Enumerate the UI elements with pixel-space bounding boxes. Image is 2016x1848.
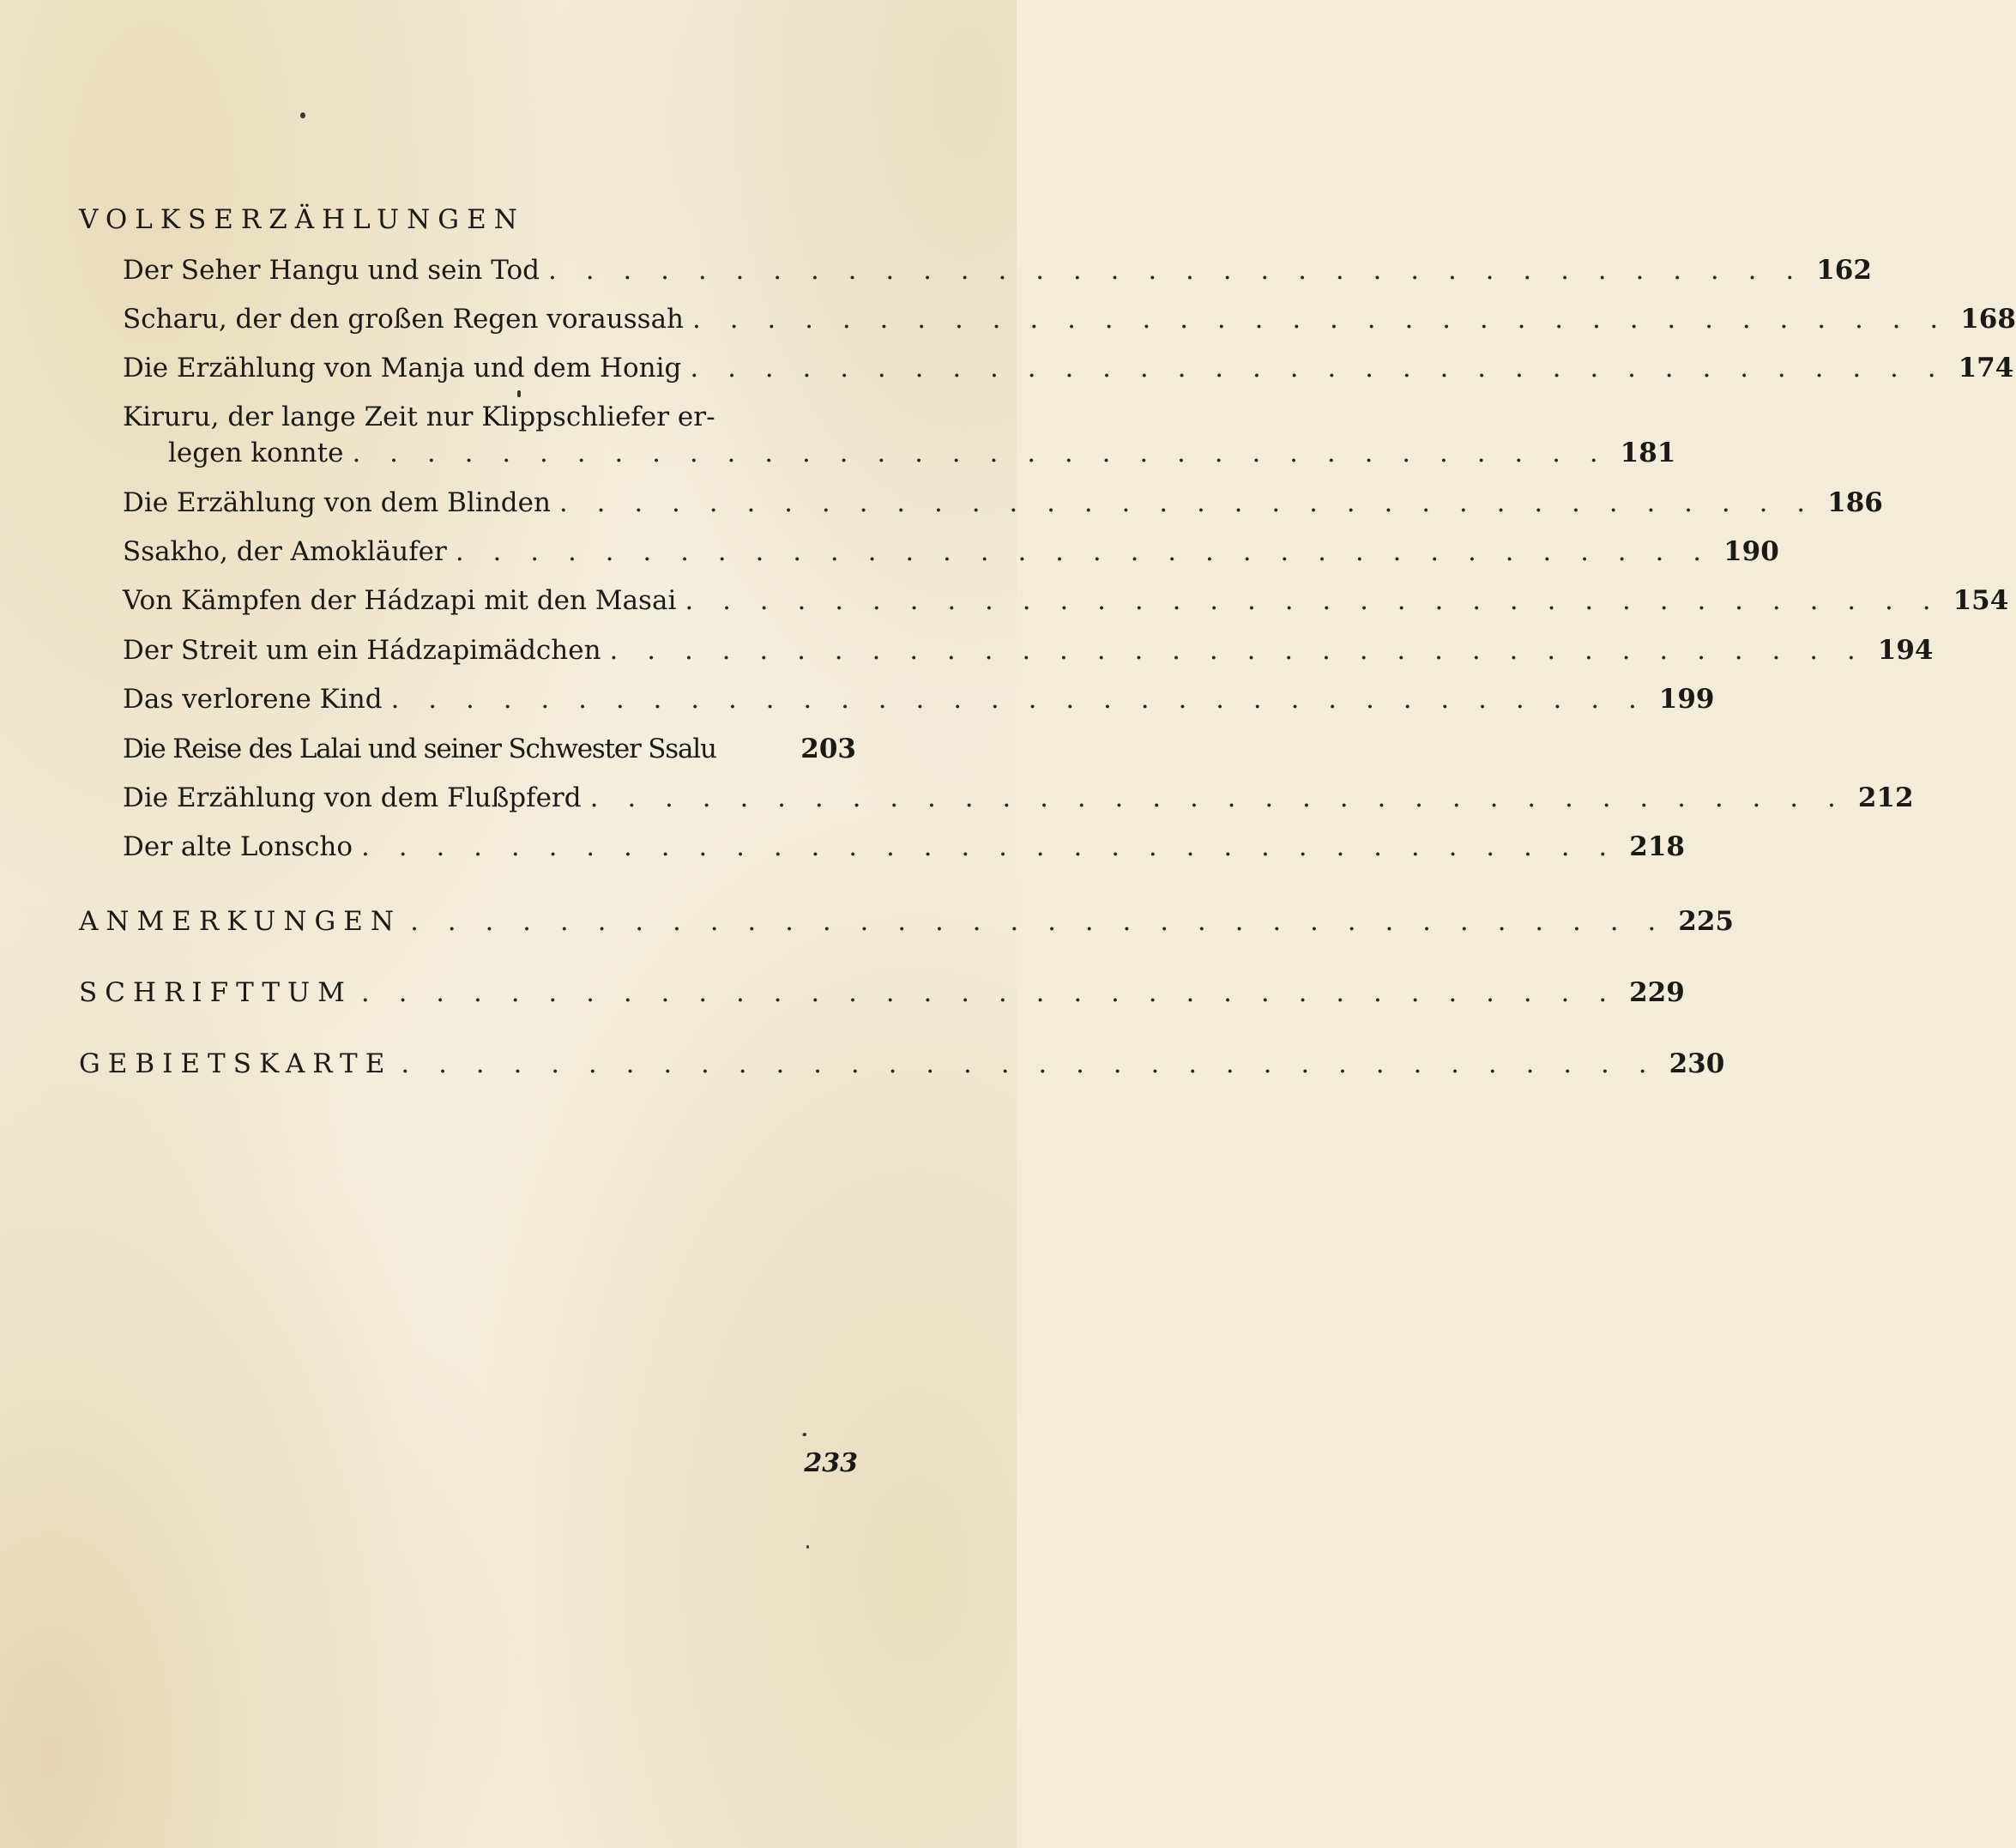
section-line-literature	[79, 977, 1685, 1008]
entry-title-continuation: legen konnte	[168, 438, 344, 468]
dot-leader: . . . . . . . . . . . . . . . . . . . . . . . . . . . . . . . . . .	[361, 831, 1618, 862]
entry-page-number: 203	[800, 734, 856, 764]
dot-leader: . . . . . . . . . . . . . . . . . . . . . . . . . . . . . . . . . .	[410, 906, 1667, 937]
entry-page-number: 162	[1816, 255, 1872, 286]
dot-leader: . . . . . . . . . . . . . . . . . . . . . . . . . . . . . . . . . .	[685, 585, 1941, 616]
dot-leader: . . . . . . . . . . . . . . . . . . . . . . . . . . . . . . . . . .	[558, 487, 1816, 518]
dot-leader: . . . . . . . . . . . . . . . . . . . . . . . . . . . . . . . . . .	[360, 977, 1618, 1008]
dot-leader: . . . . . . . . . . . . . . . . . . . . . . . . . . . . . . . . . .	[692, 304, 1949, 335]
section-page-number: 230	[1669, 1048, 1725, 1079]
entry-page-number: 181	[1620, 438, 1676, 468]
dot-leader: . . . . . . . . . . . . . . . . . . . . . . . . . . . . . . . . . .	[390, 684, 1647, 715]
toc-entry	[123, 353, 2014, 383]
toc-entry	[123, 255, 1872, 286]
toc-entry	[123, 536, 1779, 567]
entry-title: Der Seher Hangu und sein Tod	[123, 255, 540, 286]
entry-page-number: 186	[1827, 487, 1883, 518]
section-heading-literature: SCHRIFTTUM	[79, 977, 353, 1008]
dot-leader: . . . . . . . . . . . . . . . . . . . . . . . . . . . . . . . . . .	[690, 353, 1947, 383]
section-heading-map: GEBIETSKARTE	[79, 1048, 393, 1079]
entry-title: Die Reise des Lalai und seiner Schwester Ssalu	[123, 734, 716, 764]
section-heading-notes: ANMERKUNGEN	[79, 906, 402, 937]
section-heading-folk-tales: VOLKSERZÄHLUNGEN	[79, 204, 525, 235]
dot-leader: . . . . . . . . . . . . . . . . . . . . . . . . . . . . . . . . . .	[589, 782, 1846, 813]
entry-title: Die Erzählung von Manja und dem Honig	[123, 353, 682, 383]
entry-page-number: 199	[1658, 684, 1715, 715]
toc-entry	[123, 635, 1934, 666]
entry-page-number: 174	[1958, 353, 2014, 383]
entry-title: Die Erzählung von dem Flußpferd	[123, 782, 582, 813]
entry-title: Von Kämpfen der Hádzapi mit den Masai	[123, 585, 677, 616]
toc-entry	[123, 585, 2009, 616]
section-page-number: 225	[1678, 906, 1734, 937]
section-page-number: 229	[1629, 977, 1685, 1008]
toc-entry	[123, 734, 856, 764]
entry-page-number: 168	[1960, 304, 2016, 335]
entry-page-number: 154	[1953, 585, 2009, 616]
entry-title: Ssakho, der Amokläufer	[123, 536, 447, 567]
entry-title: Die Erzählung von dem Blinden	[123, 487, 551, 518]
entry-title: Der Streit um ein Hádzapimädchen	[123, 635, 601, 666]
section-line-map	[79, 1048, 1725, 1079]
toc-entry-first-line	[123, 402, 856, 432]
toc-entry	[123, 831, 1685, 862]
dot-leader: . . . . . . . . . . . . . . . . . . . . . . . . . . . . . . . . . .	[455, 536, 1712, 567]
entry-title: Das verlorene Kind	[123, 684, 383, 715]
entry-title: Scharu, der den großen Regen voraussah	[123, 304, 685, 335]
dot-leader: . . . . . . . . . . . . . . . . . . . . . . . . . . . . . . . . . .	[352, 438, 1609, 468]
entry-title: Der alte Lonscho	[123, 831, 353, 862]
toc-entry	[123, 782, 1914, 813]
entry-page-number: 190	[1723, 536, 1779, 567]
dot-leader: . . . . . . . . . . . . . . . . . . . . . . . . . . . . . . . . . .	[401, 1048, 1657, 1079]
toc-entry	[123, 487, 1883, 518]
entry-page-number: 218	[1629, 831, 1685, 862]
toc-entry-continuation	[168, 438, 1676, 468]
entry-title: Kiruru, der lange Zeit nur Klippschliefer er-	[123, 402, 715, 432]
toc-entry	[123, 304, 2016, 335]
dot-leader: . . . . . . . . . . . . . . . . . . . . . . . . . . . . . . . . . .	[547, 255, 1805, 286]
entry-page-number: 212	[1857, 782, 1914, 813]
section-line-notes	[79, 906, 1734, 937]
page-number: 233	[804, 1448, 858, 1478]
toc-entry	[123, 684, 1715, 715]
entry-page-number: 194	[1877, 635, 1934, 666]
dot-leader: . . . . . . . . . . . . . . . . . . . . . . . . . . . . . . . . . .	[609, 635, 1866, 666]
